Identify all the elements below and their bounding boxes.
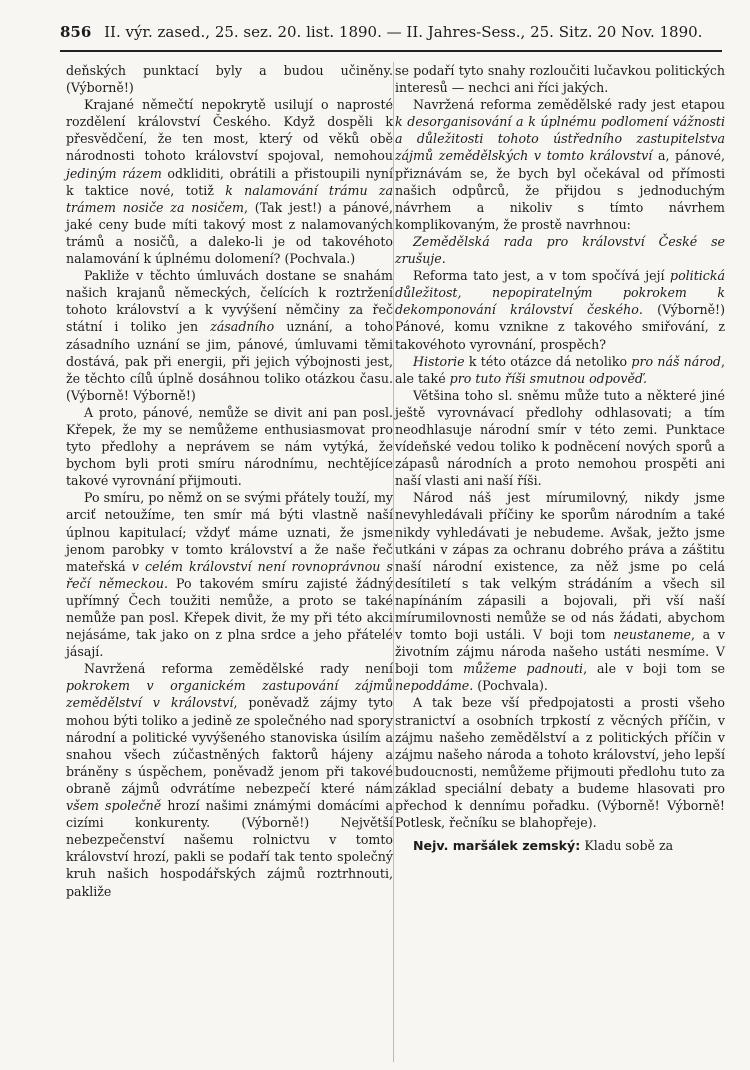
right-column <box>395 62 725 854</box>
page-number: 856 <box>60 23 92 41</box>
paragraph: Historie k této otázce dá netoliko pro náš národ, ale také pro tuto říši smutnou odpověď. <box>395 353 725 386</box>
left-column <box>66 62 393 900</box>
paragraph: Krajané němečtí nepokrytě usilují o naprosté rozdělení království Českého. Když dospěli k přesvědčení, že ten most, který od věků obě národnosti tohoto království spojoval, nemohou jediným rázem odkliditi, obrátili a přistoupili nyní k taktice nové, totiž k nalamování trámu za trámem nosiče za nosičem, (Tak jest!) a pánové, jaké ceny bude míti takový most z nalamovaných trámů a nosičů, a daleko-li je od takovéhoto nalamování k úplnému dolomení? (Pochvala.) <box>66 97 393 267</box>
paragraph: A proto, pánové, nemůže se divit ani pan posl. Křepek, že my se nemůžeme enthusiasmovat pro tyto předlohy a neprávem se nám vytýká, že bychom byli proti smíru národnímu, nechtějíce takové vyrovnání přijmouti. <box>66 404 393 489</box>
paragraph: Po smíru, po němž on se svými přátely touží, my arciť netoužíme, ten smír má býti vlastně naší úplnou kapitulací; vždyť máme uznati, že jsme jenom parobky v tomto království a že naše řeč mateřská v celém království není rovnoprávnou s řečí německou. Po takovém smíru zajisté žádný upřímný Čech toužiti nemůže, a proto se také nemůže pan posl. Křepek divit, že my při této akci nejásáme, tak jako on z plna srdce a jeho přátelé jásají. <box>66 490 393 660</box>
paragraph: Navržená reforma zemědělské rady není pokrokem v organickém zastupování zájmů zemědělství v království, poněvadž zájmy tyto mohou býti toliko a jedině ze společného nad spory národní a politické vyvýšeného stanoviska úsilím a snahou všech zúčastněných faktorů hájeny a bráněny s úspěchem, poněvadž jenom při takové obraně zájmů odvrátíme nebezpečí které nám všem společně hrozí našimi známými domácími a cizími konkurenty. (Výborně!) Největší nebezpečenství našemu rolnictvu v tomto království hrozí, pakli se podaří tak tento společný kruh našich hospodářských zájmů roztrhnouti, pakliže <box>66 661 393 899</box>
paragraph: Zemědělská rada pro království České se zrušuje. <box>395 233 725 267</box>
paragraph: Navržená reforma zemědělské rady jest etapou k desorganisování a k úplnému podlomení vážnosti a důležitosti tohoto ústředního zastupitelstva zájmů zemědělských v tomto království a, pánové, přiznávám se, že bych byl očekával od přímosti našich odpůrců, že přijdou s jednoduchým návrhem a nikoliv s tímto návrhem komplikovaným, že prostě navrhnou: <box>395 97 725 232</box>
running-header <box>60 22 720 42</box>
paragraph: Většina toho sl. sněmu může tuto a některé jiné ještě vyrovnávací předlohy odhlasovati; a tím neodhlasuje národní smír v této zemi. Punktace vídeňské vedou toliko k podněcení nových sporů a zápasů národních a proto nemohou prospěti ani naší vlasti ani naší říši. <box>395 387 725 489</box>
paragraph: Pakliže v těchto úmluvách dostane se snahám našich krajanů německých, čelících k roztržení tohoto království a k vyvýšení němčiny za řeč státní i toliko jen zásadního uznání, a toho zásadního uznání se jim, pánové, úmluvami těmi dostává, pak při energii, při jejich výbojnosti jest, že těchto cílů úplně dosáhnou toliko otázkou času. (Výborně! Výborně!) <box>66 268 393 403</box>
paragraph: deňských punktací byly a budou učiněny. (Výborně!) <box>66 63 393 96</box>
closing-text: Kladu sobě za <box>580 838 674 854</box>
paragraph: A tak beze vší předpojatosti a prosti všeho stranictví a osobních trpkostí z věcných příčin, v zájmu našeho zemědělství a z politických příčin v zájmu našeho národa a tohoto království, jeho lepší budoucnosti, nemůžeme přijmouti předlohu tuto za základ speciální debaty a budeme hlasovati pro přechod k dennímu pořadku. (Výborně! Výborně! Potlesk, řečníku se blahopřeje). <box>395 695 725 831</box>
column-divider <box>393 62 394 1062</box>
header-text: II. výr. zased., 25. sez. 20. list. 1890. — II. Jahres-Sess., 25. Sitz. 20 Nov. 1890. <box>104 23 703 41</box>
paragraph: Národ náš jest mírumilovný, nikdy jsme nevyhledávali příčiny ke sporům národním a také nikdy vyhledávati je nebudeme. Avšak, ježto jsme utkáni v zápas za ochranu dobrého práva a záštitu naší národní existence, za něž jsme po celá desítiletí s tak velkým strádáním a všech sil napínáním zápasili a bojovali, při vší naší mírumilovnosti nemůže se od nás žádati, abychom v tomto boji ustáli. V boji tom neustaneme, a v životním zájmu národa našeho ustáti nesmíme. V boji tom můžeme padnouti, ale v boji tom se nepoddáme. (Pochvala). <box>395 490 725 694</box>
paragraph: Reforma tato jest, a v tom spočívá její politická důležitost, nepopiratelným pokrokem k dekomponování království českého. (Výborně!) Pánové, komu vznikne z takového smiřování, z takovéhoto vyrovnání, prospěch? <box>395 268 725 352</box>
paragraph: se podaří tyto snahy rozloučiti lučavkou politických interesů — nechci ani říci jakých. <box>395 63 725 96</box>
speaker-label: Nejv. maršálek zemský: <box>413 838 581 854</box>
header-rule <box>60 50 722 52</box>
closing-paragraph <box>395 837 725 854</box>
